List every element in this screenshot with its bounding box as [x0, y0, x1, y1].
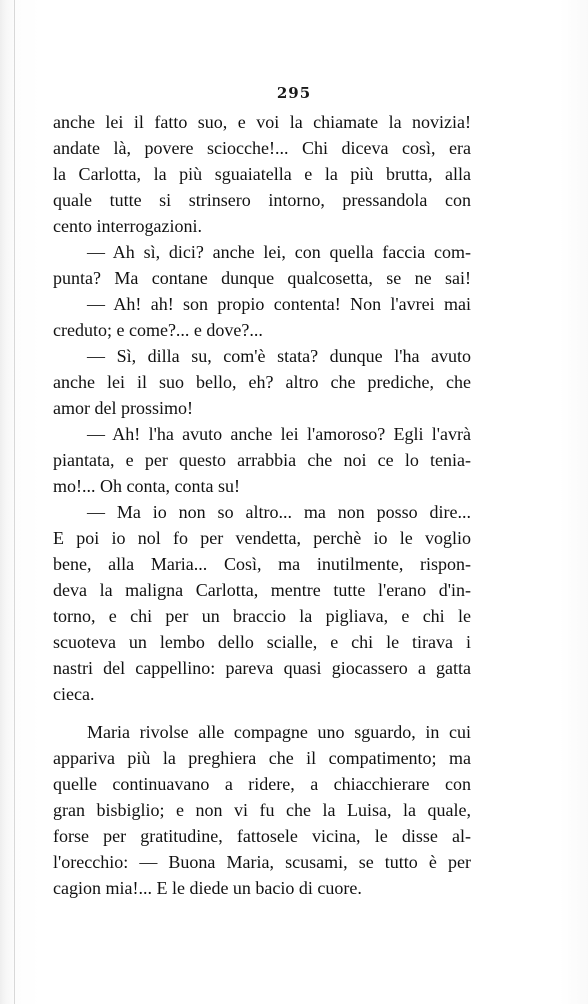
- text-line: amor del prossimo!: [53, 398, 193, 418]
- text-line: — Ma io non so altro... ma non posso dire...: [87, 502, 471, 522]
- text-line: quelle continuavano a ridere, a chiacchierare con: [53, 774, 471, 794]
- text-line: cieca.: [53, 684, 95, 704]
- text-line: l'orecchio: — Buona Maria, scusami, se tutto è per: [53, 852, 471, 872]
- text-line: torno, e chi per un braccio la pigliava, e chi le: [53, 606, 471, 626]
- text-line: quale tutte si strinsero intorno, pressandola con: [53, 190, 471, 210]
- text-line: forse per gratitudine, fattosele vicina, le disse al-: [53, 826, 471, 846]
- text-line: appariva più la preghiera che il compatimento; ma: [53, 748, 471, 768]
- text-line: — Sì, dilla su, com'è stata? dunque l'ha avuto: [87, 346, 471, 366]
- text-line: bene, alla Maria... Così, ma inutilmente, rispon-: [53, 554, 471, 574]
- page-gutter: [14, 0, 15, 1004]
- text-line: scuoteva un lembo dello scialle, e chi le tirava i: [53, 632, 471, 652]
- text-line: piantata, e per questo arrabbia che noi ce lo tenia-: [53, 450, 471, 470]
- text-line: E poi io nol fo per vendetta, perchè io le voglio: [53, 528, 471, 548]
- text-line: cento interrogazioni.: [53, 216, 202, 236]
- text-line: — Ah sì, dici? anche lei, con quella faccia com-: [87, 242, 471, 262]
- text-line: mo!... Oh conta, conta su!: [53, 476, 240, 496]
- text-line: andate là, povere sciocche!... Chi diceva così, era: [53, 138, 471, 158]
- paragraph-gap: [53, 707, 471, 719]
- text-line: nastri del cappellino: pareva quasi giocassero a gatta: [53, 658, 471, 678]
- text-line: deva la maligna Carlotta, mentre tutte l'erano d'in-: [53, 580, 471, 600]
- text-line: anche lei il suo bello, eh? altro che prediche, che: [53, 372, 471, 392]
- text-line: — Ah! ah! son propio contenta! Non l'avrei mai: [87, 294, 471, 314]
- text-line: Maria rivolse alle compagne uno sguardo, in cui: [87, 722, 471, 742]
- text-line: cagion mia!... E le diede un bacio di cuore.: [53, 878, 362, 898]
- page-number: 295: [276, 84, 312, 102]
- text-line: anche lei il fatto suo, e voi la chiamate la novizia!: [53, 112, 471, 132]
- page-body: [53, 109, 471, 901]
- text-line: creduto; e come?... e dove?...: [53, 320, 263, 340]
- text-line: — Ah! l'ha avuto anche lei l'amoroso? Egli l'avrà: [87, 424, 471, 444]
- text-line: gran bisbiglio; e non vi fu che la Luisa, la quale,: [53, 800, 471, 820]
- text-line: punta? Ma contane dunque qualcosetta, se ne sai!: [53, 268, 471, 288]
- text-line: la Carlotta, la più sguaiatella e la più brutta, alla: [53, 164, 471, 184]
